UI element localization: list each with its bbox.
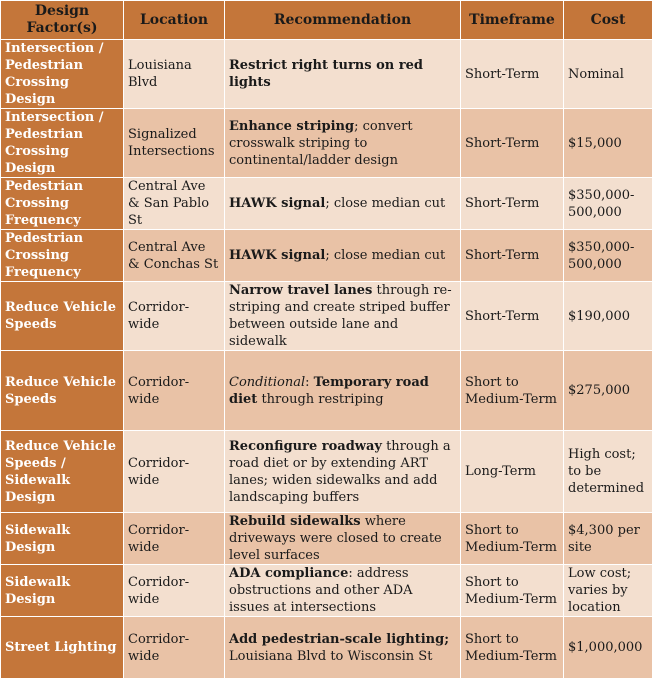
cost-cell: Low cost; varies by location	[564, 565, 652, 617]
location-cell: Corridor-wide	[124, 617, 225, 679]
table-row	[1, 178, 652, 230]
table-body	[1, 40, 652, 679]
recommendation-cell	[225, 431, 461, 513]
recommendation-cell	[225, 351, 461, 431]
recommendation-cell	[225, 230, 461, 282]
header-cost: Cost	[564, 1, 652, 40]
table-header	[1, 1, 652, 40]
cost-cell: $1,000,000	[564, 617, 652, 679]
recommendation-text: Reconfigure roadway	[229, 439, 382, 454]
recommendation-text: Enhance striping	[229, 119, 354, 134]
location-cell: Corridor-wide	[124, 513, 225, 565]
recommendation-cell	[225, 513, 461, 565]
table-row	[1, 431, 652, 513]
cost-cell: $350,000-500,000	[564, 178, 652, 230]
recommendation-text: through restriping	[257, 392, 383, 407]
location-cell: Central Ave & San Pablo St	[124, 178, 225, 230]
timeframe-cell: Long-Term	[461, 431, 564, 513]
cost-cell: $350,000-500,000	[564, 230, 652, 282]
design-factor-cell: Pedestrian Crossing Frequency	[1, 178, 124, 230]
timeframe-cell: Short-Term	[461, 282, 564, 351]
recommendation-text: through a road diet or by extending ART lanes; widen sidewalks and add landscaping buffers	[229, 439, 451, 505]
recommendation-cell	[225, 178, 461, 230]
header-timeframe: Timeframe	[461, 1, 564, 40]
recommendation-cell	[225, 40, 461, 109]
cost-cell: High cost; to be determined	[564, 431, 652, 513]
recommendation-cell	[225, 565, 461, 617]
location-cell: Corridor-wide	[124, 565, 225, 617]
recommendation-text: through re-striping and create striped buffer between outside lane and sidewalk	[229, 283, 452, 349]
recommendation-cell	[225, 282, 461, 351]
recommendation-text: HAWK signal	[229, 196, 325, 211]
cost-cell: Nominal	[564, 40, 652, 109]
recommendation-text: where driveways were closed to create level surfaces	[229, 514, 442, 563]
design-factor-cell: Reduce Vehicle Speeds	[1, 351, 124, 431]
table-row	[1, 565, 652, 617]
location-cell: Corridor-wide	[124, 431, 225, 513]
cost-cell: $275,000	[564, 351, 652, 431]
design-factor-cell: Reduce Vehicle Speeds / Sidewalk Design	[1, 431, 124, 513]
table-row	[1, 230, 652, 282]
table-row	[1, 109, 652, 178]
recommendation-text: Narrow travel lanes	[229, 283, 372, 298]
table-row	[1, 513, 652, 565]
cost-cell: $4,300 per site	[564, 513, 652, 565]
timeframe-cell: Short to Medium-Term	[461, 513, 564, 565]
design-factor-cell: Intersection / Pedestrian Crossing Design	[1, 40, 124, 109]
design-factor-cell: Sidewalk Design	[1, 565, 124, 617]
timeframe-cell: Short-Term	[461, 40, 564, 109]
timeframe-cell: Short-Term	[461, 109, 564, 178]
cost-cell: $190,000	[564, 282, 652, 351]
design-factor-cell: Intersection / Pedestrian Crossing Design	[1, 109, 124, 178]
location-cell: Corridor-wide	[124, 351, 225, 431]
recommendation-text: ; convert crosswalk striping to continental/ladder design	[229, 119, 413, 168]
table-row	[1, 40, 652, 109]
location-cell: Central Ave & Conchas St	[124, 230, 225, 282]
recommendation-text: Temporary road diet	[229, 375, 429, 407]
recommendation-text: ; close median cut	[325, 248, 445, 263]
recommendation-text: ADA compliance	[229, 566, 348, 581]
recommendation-text: Rebuild sidewalks	[229, 514, 361, 529]
timeframe-cell: Short to Medium-Term	[461, 565, 564, 617]
recommendation-text: Add pedestrian-scale lighting;	[229, 632, 449, 647]
design-factor-cell: Pedestrian Crossing Frequency	[1, 230, 124, 282]
recommendation-text: ; close median cut	[325, 196, 445, 211]
header-recommendation: Recommendation	[225, 1, 461, 40]
recommendation-cell	[225, 109, 461, 178]
design-factor-cell: Sidewalk Design	[1, 513, 124, 565]
timeframe-cell: Short to Medium-Term	[461, 351, 564, 431]
timeframe-cell: Short to Medium-Term	[461, 617, 564, 679]
recommendation-text: :	[305, 375, 314, 390]
header-design-factors: Design Factor(s)	[1, 1, 124, 40]
recommendation-text: : address obstructions and other ADA issues at intersections	[229, 566, 413, 615]
location-cell: Signalized Intersections	[124, 109, 225, 178]
header-row	[1, 1, 652, 40]
cost-cell: $15,000	[564, 109, 652, 178]
header-location: Location	[124, 1, 225, 40]
recommendation-text: HAWK signal	[229, 248, 325, 263]
table-row	[1, 351, 652, 431]
recommendation-text: Conditional	[229, 375, 305, 390]
location-cell: Louisiana Blvd	[124, 40, 225, 109]
table-row	[1, 282, 652, 351]
design-factor-cell: Street Lighting	[1, 617, 124, 679]
recommendation-text: Restrict right turns on red lights	[229, 58, 423, 90]
timeframe-cell: Short-Term	[461, 230, 564, 282]
design-factor-cell: Reduce Vehicle Speeds	[1, 282, 124, 351]
timeframe-cell: Short-Term	[461, 178, 564, 230]
recommendation-text: Louisiana Blvd to Wisconsin St	[229, 649, 432, 664]
location-cell: Corridor-wide	[124, 282, 225, 351]
